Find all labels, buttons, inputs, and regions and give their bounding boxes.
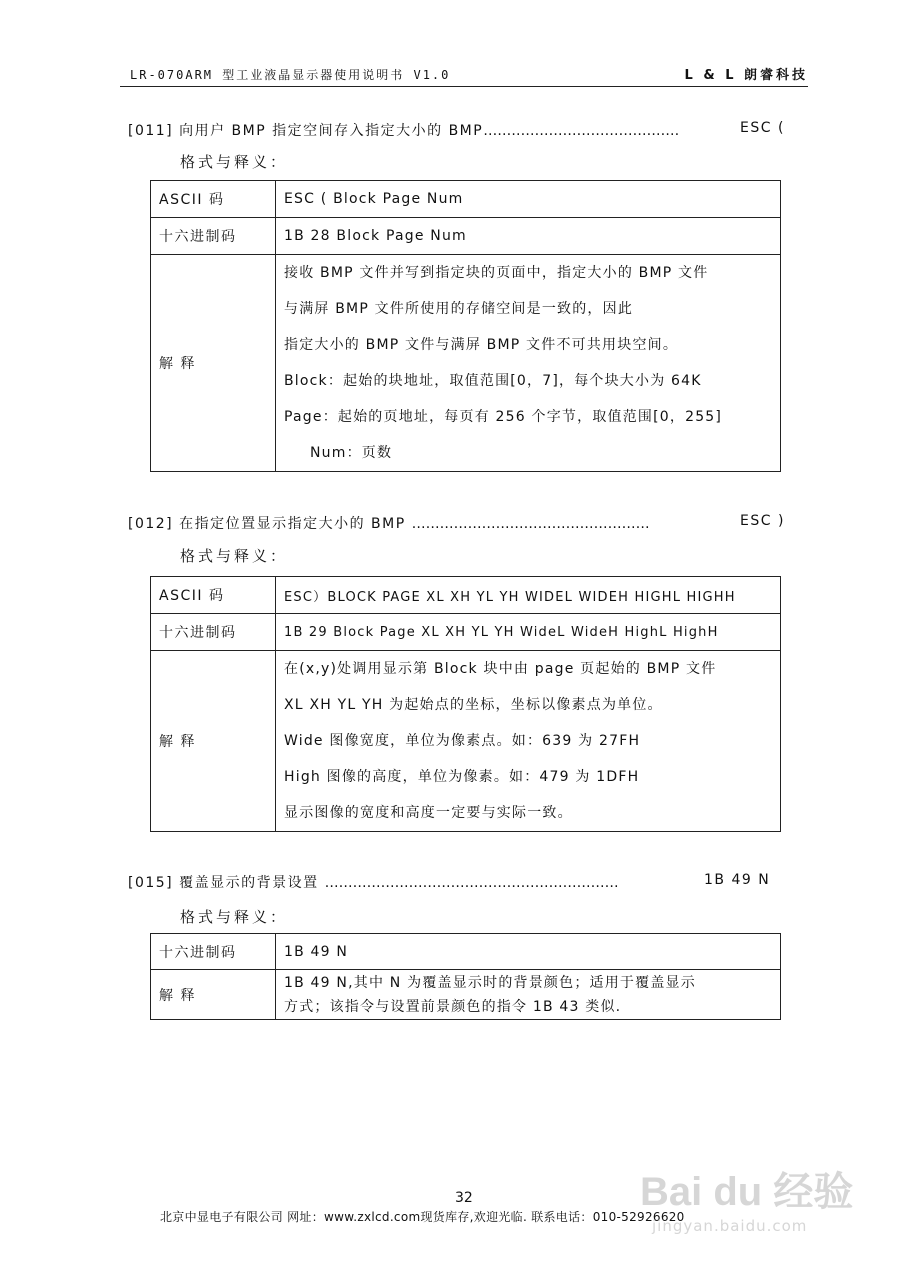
row-value: 1B 29 Block Page XL XH YL YH WideL WideH HighL HighH <box>276 614 781 651</box>
section-015-title: [015] 覆盖显示的背景设置 ……………………………………………………… 1B 49 N <box>128 872 771 891</box>
leader-dots: …………………………………… <box>483 123 680 139</box>
table-row <box>151 255 781 472</box>
document-title: LR-070ARM 型工业液晶显示器使用说明书 V1.0 <box>130 68 451 82</box>
explain-key: 解 释 <box>151 255 276 472</box>
explain-line: XL XH YL YH 为起始点的坐标，坐标以像素点为单位。 <box>284 697 663 713</box>
leader-dots: …………………………………………… <box>411 516 650 532</box>
row-key: ASCII 码 <box>151 181 276 218</box>
row-key: 十六进制码 <box>151 614 276 651</box>
watermark-url: jingyan.baidu.com <box>652 1217 808 1235</box>
explain-line: 接收 BMP 文件并写到指定块的页面中，指定大小的 BMP 文件 <box>284 265 709 281</box>
section-011-title: [011] 向用户 BMP 指定空间存入指定大小的 BMP…………………………………… ESC ( <box>128 120 785 139</box>
page-footer: 北京中显电子有限公司 网址：www.zxlcd.com现货库存,欢迎光临. 联系电话：010-52926620 <box>160 1210 685 1224</box>
row-key: ASCII 码 <box>151 577 276 614</box>
table-row <box>151 934 781 970</box>
format-label: 格式与释义： <box>180 153 289 171</box>
explain-line: 1B 49 N,其中 N 为覆盖显示时的背景颜色；适用于覆盖显示 <box>284 974 696 991</box>
explain-line: 与满屏 BMP 文件所使用的存储空间是一致的，因此 <box>284 301 634 317</box>
explain-line: Num：页数 <box>310 445 393 461</box>
watermark-logo: Bai du 经验 <box>640 1170 854 1214</box>
row-key: 十六进制码 <box>151 934 276 970</box>
command-table-011 <box>150 180 781 472</box>
explain-cell <box>276 651 781 832</box>
explain-key: 解 释 <box>151 970 276 1020</box>
page-header <box>120 58 808 87</box>
table-row <box>151 614 781 651</box>
section-012-title: [012] 在指定位置显示指定大小的 BMP …………………………………………… ESC ) <box>128 513 785 532</box>
explain-line: Wide 图像宽度，单位为像素点。如：639 为 27FH <box>284 733 641 749</box>
table-row <box>151 577 781 614</box>
explain-line: High 图像的高度，单位为像素。如：479 为 1DFH <box>284 769 640 785</box>
explain-line: Block：起始的块地址，取值范围[0，7]，每个块大小为 64K <box>284 373 702 389</box>
row-value: 1B 28 Block Page Num <box>276 218 781 255</box>
explain-cell <box>276 970 781 1020</box>
command-code: ESC ) <box>740 513 785 529</box>
page-number: 32 <box>455 1190 473 1206</box>
format-label: 格式与释义： <box>180 547 289 565</box>
table-row <box>151 218 781 255</box>
command-code: 1B 49 N <box>704 872 771 888</box>
row-key: 十六进制码 <box>151 218 276 255</box>
explain-line: 指定大小的 BMP 文件与满屏 BMP 文件不可共用块空间。 <box>284 337 679 353</box>
explain-key: 解 释 <box>151 651 276 832</box>
row-value: 1B 49 N <box>276 934 781 970</box>
table-row <box>151 651 781 832</box>
explain-line: 方式；该指令与设置前景颜色的指令 1B 43 类似. <box>284 998 622 1015</box>
table-row <box>151 181 781 218</box>
leader-dots: ……………………………………………………… <box>324 875 619 891</box>
explain-line: 在(x,y)处调用显示第 Block 块中由 page 页起始的 BMP 文件 <box>284 661 717 677</box>
command-table-012 <box>150 576 781 832</box>
command-code: ESC ( <box>740 120 785 136</box>
watermark <box>640 1160 870 1270</box>
table-row <box>151 970 781 1020</box>
company-name: L & L 朗睿科技 <box>684 68 808 83</box>
row-value: ESC ( Block Page Num <box>276 181 781 218</box>
row-value: ESC）BLOCK PAGE XL XH YL YH WIDEL WIDEH HIGHL HIGHH <box>276 577 781 614</box>
explain-line: 显示图像的宽度和高度一定要与实际一致。 <box>284 805 573 821</box>
explain-line: Page：起始的页地址，每页有 256 个字节，取值范围[0，255] <box>284 409 723 425</box>
command-table-015 <box>150 933 781 1020</box>
format-label: 格式与释义： <box>180 908 289 926</box>
explain-cell <box>276 255 781 472</box>
